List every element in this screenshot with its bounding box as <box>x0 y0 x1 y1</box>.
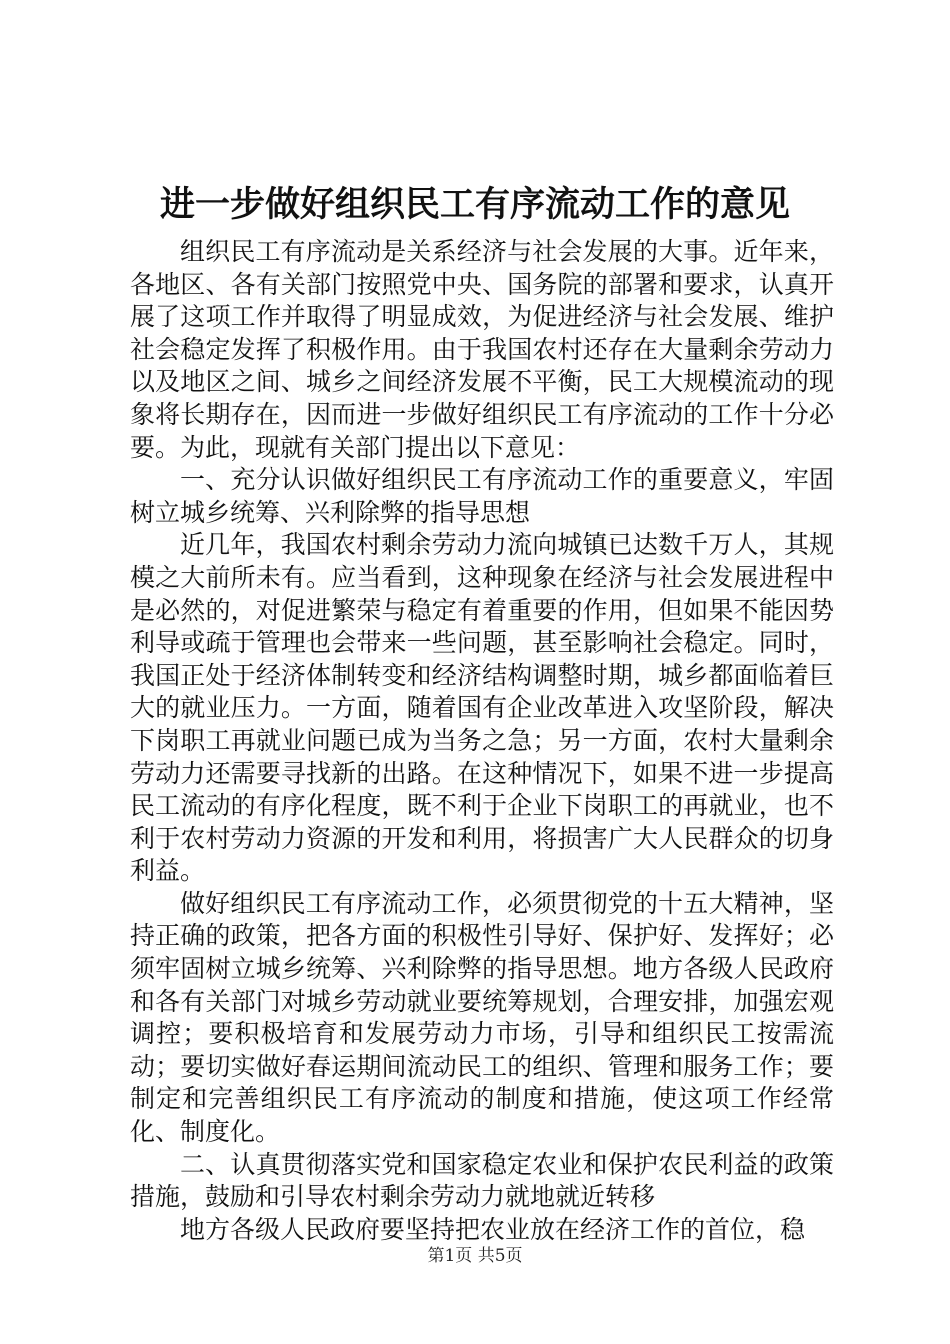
section-heading-1: 一、充分认识做好组织民工有序流动工作的重要意义，牢固树立城乡统筹、兴利除弊的指导思想 <box>130 465 834 527</box>
paragraph-section-1-a: 近几年，我国农村剩余劳动力流向城镇已达数千万人，其规模之大前所未有。应当看到，这种现象在经济与社会发展进程中是必然的，对促进繁荣与稳定有着重要的作用，但如果不能因势利导或疏于管理也会带来一些问题，甚至影响社会稳定。同时，我国正处于经济体制转变和经济结构调整时期，城乡都面临着巨大的就业压力。一方面，随着国有企业改革进入攻坚阶段，解决下岗职工再就业问题已成为当务之急；另一方面，农村大量剩余劳动力还需要寻找新的出路。在这种情况下，如果不进一步提高民工流动的有序化程度，既不利于企业下岗职工的再就业，也不利于农村劳动力资源的开发和利用，将损害广大人民群众的切身利益。 <box>130 530 834 886</box>
paragraph-intro: 组织民工有序流动是关系经济与社会发展的大事。近年来，各地区、各有关部门按照党中央、国务院的部署和要求，认真开展了这项工作并取得了明显成效，为促进经济与社会发展、维护社会稳定发挥了积极作用。由于我国农村还存在大量剩余劳动力以及地区之间、城乡之间经济发展不平衡，民工大规模流动的现象将长期存在，因而进一步做好组织民工有序流动的工作十分必要。为此，现就有关部门提出以下意见： <box>130 237 834 462</box>
document-body <box>130 236 834 1246</box>
paragraph-section-2-a: 地方各级人民政府要坚持把农业放在经济工作的首位，稳 <box>180 1214 806 1244</box>
document-title: 进一步做好组织民工有序流动工作的意见 <box>159 184 790 225</box>
page-footer: 第1页 共5页 <box>427 1246 523 1266</box>
section-heading-2: 二、认真贯彻落实党和国家稳定农业和保护农民利益的政策措施，鼓励和引导农村剩余劳动力就地就近转移 <box>130 1149 834 1212</box>
paragraph-section-1-b: 做好组织民工有序流动工作，必须贯彻党的十五大精神，坚持正确的政策，把各方面的积极性引导好、保护好、发挥好；必须牢固树立城乡统筹、兴利除弊的指导思想。地方各级人民政府和各有关部门对城乡劳动就业要统筹规划，合理安排，加强宏观调控；要积极培育和发展劳动力市场，引导和组织民工按需流动；要切实做好春运期间流动民工的组织、管理和服务工作；要制定和完善组织民工有序流动的制度和措施，使这项工作经常化、制度化。 <box>130 888 834 1147</box>
